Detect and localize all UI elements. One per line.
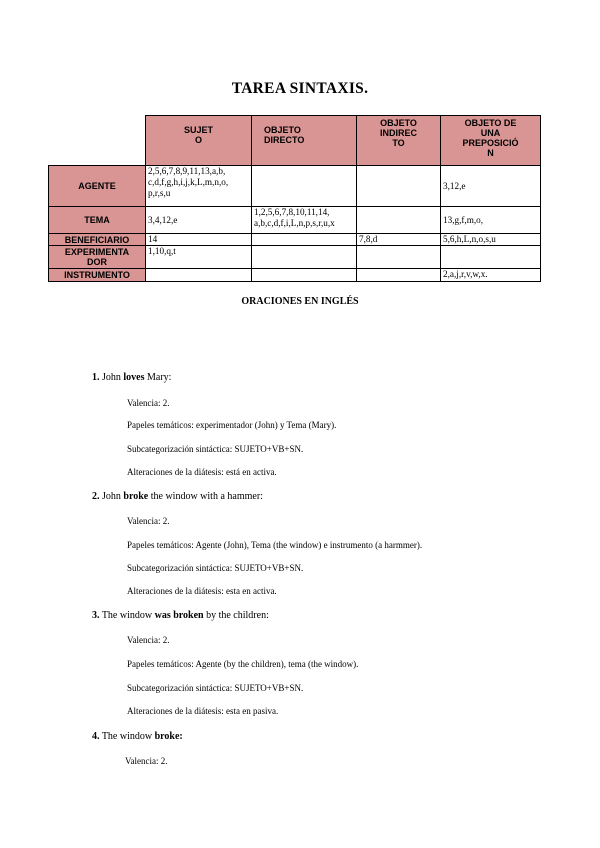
table-cell: 1,10,q,t bbox=[146, 246, 252, 269]
table-cell bbox=[252, 166, 357, 207]
sentence-heading: 4. The window broke: bbox=[92, 731, 183, 742]
row-header: AGENTE bbox=[49, 166, 146, 207]
column-header: SUJET O bbox=[146, 116, 252, 166]
sentence-detail: Alteraciones de la diátesis: está en activa. bbox=[127, 467, 277, 477]
sentence-detail: Subcategorización sintáctica: SUJETO+VB+SN. bbox=[127, 683, 304, 693]
sentence-detail: Valencia: 2. bbox=[127, 398, 170, 408]
table-cell bbox=[441, 246, 541, 269]
sentence-detail: Papeles temáticos: experimentador (John) y Tema (Mary). bbox=[127, 420, 337, 430]
sentence-heading: 3. The window was broken by the children: bbox=[92, 610, 269, 621]
thematic-roles-table bbox=[48, 115, 541, 282]
table-cell: 5,6,h,L,n,o,s,u bbox=[441, 234, 541, 246]
row-header: INSTRUMENTO bbox=[49, 269, 146, 282]
table-cell bbox=[357, 269, 441, 282]
table-cell: 3,4,12,e bbox=[146, 207, 252, 234]
sentence-heading: 2. John broke the window with a hammer: bbox=[92, 491, 263, 502]
sentence-detail: Subcategorización sintáctica: SUJETO+VB+SN. bbox=[127, 444, 304, 454]
sentence-detail: Valencia: 2. bbox=[125, 756, 168, 766]
table-cell bbox=[357, 246, 441, 269]
page-title: TAREA SINTAXIS. bbox=[231, 80, 369, 97]
table-header-row bbox=[49, 116, 541, 166]
sentence-detail: Alteraciones de la diátesis: esta en activa. bbox=[127, 586, 277, 596]
table-cell bbox=[252, 234, 357, 246]
table-cell bbox=[357, 166, 441, 207]
section-subtitle: ORACIONES EN INGLÉS bbox=[241, 296, 359, 307]
table-cell bbox=[252, 269, 357, 282]
table-cell: 2,5,6,7,8,9,11,13,a,b, c,d,f,g,h,i,j,k,L,m,n,o, p,r,s,u bbox=[146, 166, 252, 207]
table-cell: 13,g,f,m,o, bbox=[441, 207, 541, 234]
table-row bbox=[49, 234, 541, 246]
column-header: OBJETO DIRECTO bbox=[252, 116, 357, 166]
table-cell: 14 bbox=[146, 234, 252, 246]
sentence-detail: Papeles temáticos: Agente (by the children), tema (the window). bbox=[127, 659, 359, 669]
table-cell bbox=[357, 207, 441, 234]
table-row bbox=[49, 246, 541, 269]
column-header: OBJETO DE UNA PREPOSICIÓ N bbox=[441, 116, 541, 166]
row-header: EXPERIMENTA DOR bbox=[49, 246, 146, 269]
row-header: TEMA bbox=[49, 207, 146, 234]
sentence-detail: Alteraciones de la diátesis: esta en pasiva. bbox=[127, 706, 279, 716]
table-cell bbox=[252, 246, 357, 269]
table-cell: 7,8,d bbox=[357, 234, 441, 246]
table-cell: 3,12,e bbox=[441, 166, 541, 207]
row-header: BENEFICIARIO bbox=[49, 234, 146, 246]
table-cell bbox=[146, 269, 252, 282]
sentence-heading: 1. John loves Mary: bbox=[92, 372, 172, 383]
column-header: OBJETO INDIREC TO bbox=[357, 116, 441, 166]
sentence-detail: Valencia: 2. bbox=[127, 635, 170, 645]
sentence-detail: Valencia: 2. bbox=[127, 516, 170, 526]
table-corner bbox=[49, 116, 146, 166]
sentence-detail: Papeles temáticos: Agente (John), Tema (the window) e instrumento (a harmmer). bbox=[127, 540, 423, 550]
table-row bbox=[49, 269, 541, 282]
table-cell: 1,2,5,6,7,8,10,11,14, a,b,c,d,f,i,L,n,p,s,r,u,x bbox=[252, 207, 357, 234]
sentence-detail: Subcategorización sintáctica: SUJETO+VB+SN. bbox=[127, 563, 304, 573]
table-row bbox=[49, 207, 541, 234]
table-row bbox=[49, 166, 541, 207]
table-cell: 2,a,j,r,v,w,x. bbox=[441, 269, 541, 282]
